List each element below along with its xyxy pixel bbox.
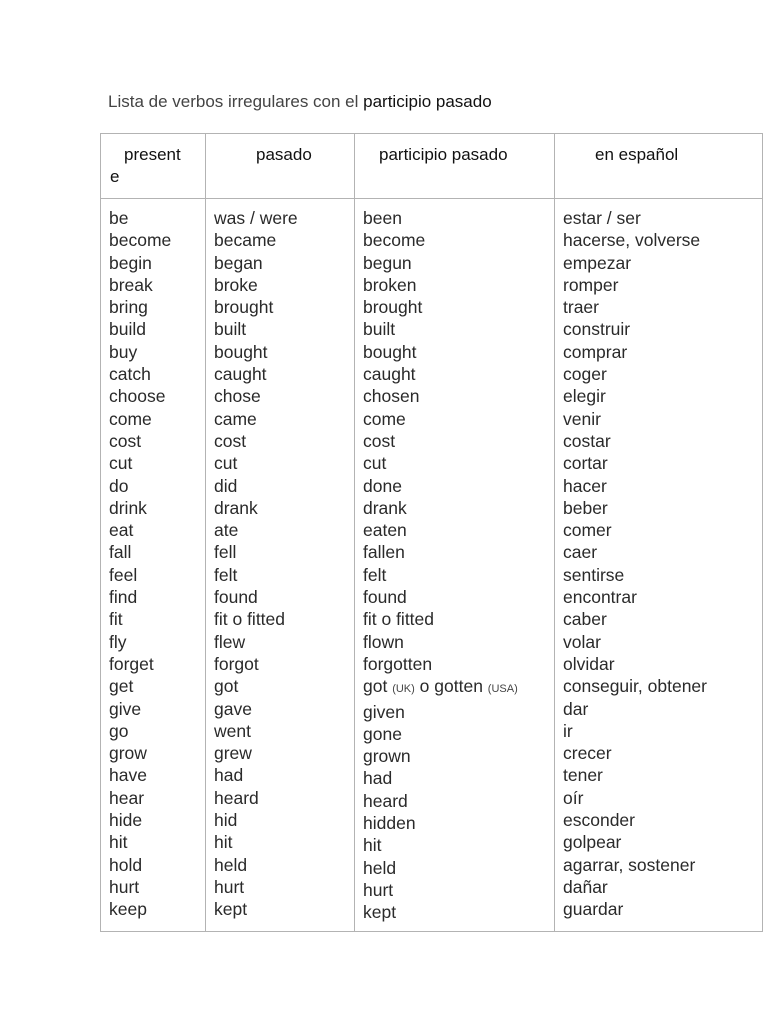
participio-item: become (363, 230, 426, 251)
pasado-item: fit o fitted (214, 609, 286, 630)
present-item: get (109, 676, 134, 697)
participio-item: hidden (363, 813, 416, 834)
espanol-item: venir (563, 408, 601, 429)
present-item: keep (109, 899, 147, 920)
table-header-row (101, 134, 763, 199)
got-uk-text: got (363, 676, 393, 697)
participio-item: hurt (363, 879, 394, 900)
present-item: buy (109, 341, 138, 362)
usa-note: (USA) (487, 683, 518, 696)
present-item: give (109, 698, 142, 719)
header-participio (355, 134, 555, 199)
present-item: find (109, 587, 138, 608)
header-present (101, 134, 206, 199)
pasado-item: hit (214, 832, 233, 853)
espanol-item: esconder (563, 810, 635, 831)
present-item: begin (109, 252, 152, 273)
participio-item: built (363, 319, 396, 340)
participio-item: flown (363, 631, 404, 652)
participio-item: come (363, 408, 406, 429)
header-present-label: present (124, 145, 181, 164)
espanol-item: agarrar, sostener (563, 854, 696, 875)
present-item: fall (109, 542, 132, 563)
present-item: catch (109, 364, 151, 385)
present-item: hurt (109, 876, 140, 897)
header-present-wrap: e (110, 167, 120, 186)
participio-item: grown (363, 746, 411, 767)
uk-note: (UK) (392, 683, 415, 696)
pasado-item: cut (214, 453, 238, 474)
document-title (108, 92, 492, 112)
pasado-item: held (214, 854, 248, 875)
present-item: hide (109, 810, 143, 831)
pasado-item: grew (214, 743, 252, 764)
pasado-item: gave (214, 698, 252, 719)
pasado-list (214, 207, 354, 921)
pasado-item: forgot (214, 653, 259, 674)
participio-item: gone (363, 723, 402, 744)
espanol-item: beber (563, 497, 608, 518)
present-list (109, 207, 205, 921)
espanol-item: encontrar (563, 587, 637, 608)
present-item: forget (109, 653, 154, 674)
present-item: break (109, 274, 153, 295)
column-participio (355, 199, 555, 932)
title-text: Lista de verbos irregulares con el (108, 92, 364, 111)
espanol-item: costar (563, 430, 611, 451)
participio-item: broken (363, 274, 417, 295)
participio-item: heard (363, 790, 408, 811)
header-participio-label: participio pasado (379, 145, 508, 164)
pasado-item: got (214, 676, 239, 697)
pasado-item: brought (214, 297, 274, 318)
espanol-item: dañar (563, 876, 608, 897)
participio-item: forgotten (363, 653, 433, 674)
espanol-item: construir (563, 319, 631, 340)
participio-item: fit o fitted (363, 609, 435, 630)
participio-list (363, 207, 554, 924)
espanol-item: comprar (563, 341, 628, 362)
espanol-item: ir (563, 720, 573, 741)
espanol-item: oír (563, 787, 584, 808)
present-item: cut (109, 453, 133, 474)
pasado-item: caught (214, 364, 267, 385)
espanol-item: empezar (563, 252, 632, 273)
pasado-item: hid (214, 810, 238, 831)
participio-item: found (363, 587, 407, 608)
pasado-item: chose (214, 386, 261, 407)
column-espanol (555, 199, 763, 932)
pasado-item: heard (214, 787, 259, 808)
present-item: go (109, 720, 129, 741)
present-item: cost (109, 430, 142, 451)
espanol-item: traer (563, 297, 599, 318)
participio-item: chosen (363, 386, 420, 407)
table-body-row (101, 199, 763, 932)
participio-item: caught (363, 364, 416, 385)
pasado-item: was / were (214, 208, 298, 228)
present-item: come (109, 408, 152, 429)
participio-item: hit (363, 835, 382, 856)
espanol-item: conseguir, obtener (563, 676, 707, 697)
pasado-item: found (214, 587, 258, 608)
header-pasado (206, 134, 355, 199)
pasado-item: broke (214, 274, 258, 295)
espanol-list (563, 207, 762, 921)
pasado-item: bought (214, 341, 268, 362)
espanol-item: comer (563, 520, 612, 541)
espanol-item: golpear (563, 832, 622, 853)
espanol-item: cortar (563, 453, 608, 474)
pasado-item: drank (214, 497, 258, 518)
present-item: fit (109, 609, 123, 630)
pasado-item: cost (214, 430, 247, 451)
gotten-usa-text: o gotten (414, 676, 488, 697)
pasado-item: became (214, 230, 277, 251)
present-item: drink (109, 497, 147, 518)
present-item: bring (109, 297, 148, 318)
pasado-item: began (214, 252, 263, 273)
present-item: become (109, 230, 172, 251)
present-item: fly (109, 631, 127, 652)
participio-item: bought (363, 341, 417, 362)
participio-item: begun (363, 252, 412, 273)
present-item: do (109, 475, 129, 496)
espanol-item: dar (563, 698, 589, 719)
pasado-item: felt (214, 564, 238, 585)
present-item: be (109, 208, 129, 228)
present-item: build (109, 319, 146, 340)
participio-item: felt (363, 564, 387, 585)
present-item: hear (109, 787, 145, 808)
participio-item: had (363, 768, 393, 789)
pasado-item: came (214, 408, 257, 429)
participio-item: fallen (363, 542, 405, 563)
participio-item (363, 675, 554, 700)
espanol-item: hacer (563, 475, 607, 496)
espanol-item: hacerse, volverse (563, 230, 701, 251)
pasado-item: ate (214, 520, 239, 541)
espanol-item: olvidar (563, 653, 615, 674)
espanol-item: sentirse (563, 564, 625, 585)
participio-item: given (363, 701, 405, 722)
present-item: eat (109, 520, 134, 541)
present-item: grow (109, 743, 147, 764)
present-item: choose (109, 386, 166, 407)
participio-item: been (363, 208, 402, 228)
header-pasado-label: pasado (256, 145, 312, 164)
header-espanol-label: en español (595, 145, 679, 164)
pasado-item: fell (214, 542, 237, 563)
espanol-item: coger (563, 364, 607, 385)
column-present (101, 199, 206, 932)
espanol-item: guardar (563, 899, 624, 920)
participio-item: brought (363, 297, 423, 318)
title-emphasis: participio pasado (363, 92, 492, 111)
espanol-item: romper (563, 274, 619, 295)
espanol-item: crecer (563, 743, 612, 764)
participio-item: done (363, 475, 402, 496)
present-item: feel (109, 564, 138, 585)
pasado-item: built (214, 319, 247, 340)
espanol-item: caber (563, 609, 607, 630)
pasado-item: did (214, 475, 238, 496)
participio-item: drank (363, 497, 407, 518)
espanol-item: volar (563, 631, 601, 652)
irregular-verbs-table (100, 133, 763, 932)
pasado-item: hurt (214, 876, 245, 897)
participio-item: cost (363, 430, 396, 451)
present-item: have (109, 765, 147, 786)
present-item: hit (109, 832, 128, 853)
header-espanol (555, 134, 763, 199)
present-item: hold (109, 854, 143, 875)
participio-item: kept (363, 902, 397, 923)
pasado-item: flew (214, 631, 246, 652)
espanol-item: caer (563, 542, 598, 563)
pasado-item: kept (214, 899, 248, 920)
pasado-item: went (214, 720, 251, 741)
espanol-item: tener (563, 765, 603, 786)
espanol-item: estar / ser (563, 208, 641, 228)
participio-item: cut (363, 453, 387, 474)
column-pasado (206, 199, 355, 932)
pasado-item: had (214, 765, 244, 786)
espanol-item: elegir (563, 386, 606, 407)
participio-item: held (363, 857, 397, 878)
participio-item: eaten (363, 520, 407, 541)
